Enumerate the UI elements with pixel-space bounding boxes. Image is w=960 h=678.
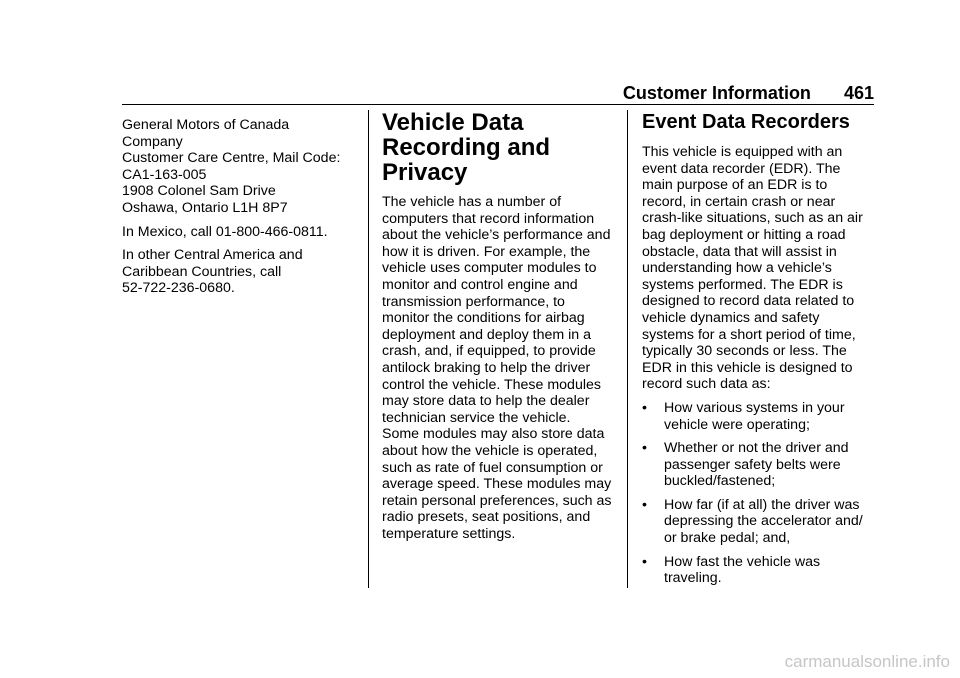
text-line: monitor and control engine and — [382, 276, 578, 293]
text-line: or brake pedal; and, — [664, 530, 791, 547]
text-line: about the vehicle’s performance and — [382, 227, 611, 244]
text-line: This vehicle is equipped with an — [642, 144, 843, 160]
address-line: Customer Care Centre, Mail Code: — [122, 150, 341, 167]
text-line: Whether or not the driver and — [664, 440, 849, 457]
address-line: 1908 Colonel Sam Drive — [122, 183, 276, 200]
address-line: General Motors of Canada — [122, 117, 290, 133]
text-line: Some modules may also store data — [382, 426, 605, 443]
text-line: control the vehicle. These modules — [382, 376, 601, 393]
text-line: bag deployment or hitting a road — [642, 226, 846, 243]
text-line: record such data as: — [642, 376, 771, 393]
column-edr — [642, 110, 878, 594]
text-line: understanding how a vehicle’s — [642, 260, 832, 277]
page-header — [623, 82, 874, 104]
text-line: designed to record data related to — [642, 293, 855, 310]
text-line: obstacle, data that will assist in — [642, 243, 837, 260]
text-line: event data recorder (EDR). The — [642, 160, 841, 177]
column-privacy — [382, 110, 620, 542]
text-line: how it is driven. For example, the — [382, 243, 591, 260]
header-divider — [122, 104, 874, 105]
text-line: antilock braking to help the driver — [382, 359, 591, 376]
text-line: about how the vehicle is operated, — [382, 442, 598, 459]
text-line: computers that record information — [382, 210, 595, 227]
text-line: vehicle were operating; — [664, 416, 810, 433]
text-line: may store data to help the dealer — [382, 393, 590, 410]
text-line: temperature settings. — [382, 525, 516, 542]
bullet-icon: • — [642, 440, 647, 457]
text-line: buckled/fastened; — [664, 473, 776, 490]
text-line: How fast the vehicle was — [664, 553, 821, 570]
text-line: retain personal preferences, such as — [382, 492, 612, 509]
text-line: How far (if at all) the driver was — [664, 496, 860, 513]
list-item — [642, 440, 878, 490]
column-divider — [368, 110, 369, 588]
address-line: Company — [122, 133, 183, 150]
text-line: 52-722-236-0680. — [122, 280, 235, 297]
list-item — [642, 554, 878, 587]
text-line: In other Central America and — [122, 247, 303, 264]
bullet-icon: • — [642, 553, 647, 570]
text-line: The vehicle has a number of — [382, 194, 562, 210]
privacy-heading — [382, 110, 620, 185]
text-line: How various systems in your — [664, 399, 845, 416]
text-line: average speed. These modules may — [382, 476, 612, 493]
column-contact — [122, 110, 358, 304]
list-item — [642, 400, 878, 433]
column-divider — [627, 110, 628, 588]
heading-line: Vehicle Data — [382, 109, 524, 136]
address-line: CA1-163-005 — [122, 166, 207, 183]
list-item — [642, 497, 878, 547]
edr-data-list — [642, 400, 878, 587]
text-line: systems for a short period of time, — [642, 326, 856, 343]
text-line: traveling. — [664, 570, 722, 587]
edr-heading: Event Data Recorders — [642, 111, 850, 133]
text-line: crash-like situations, such as an air — [642, 210, 863, 227]
heading-line: Privacy — [382, 159, 468, 186]
text-line: crash, and, if equipped, to provide — [382, 343, 596, 360]
text-line: typically 30 seconds or less. The — [642, 343, 847, 360]
text-line: transmission performance, to — [382, 293, 565, 310]
watermark: carmanualsonline.info — [784, 652, 950, 671]
text-line: record, in certain crash or near — [642, 193, 836, 210]
section-title: Customer Information — [622, 83, 811, 103]
text-line: monitor the conditions for airbag — [382, 310, 585, 327]
text-line: depressing the accelerator and/ — [664, 513, 863, 530]
page-number: 461 — [843, 83, 874, 103]
text-line: deployment and deploy them in a — [382, 326, 592, 343]
bullet-icon: • — [642, 399, 647, 416]
text-line: vehicle dynamics and safety — [642, 309, 820, 326]
privacy-paragraph — [382, 194, 620, 542]
text-line: main purpose of an EDR is to — [642, 177, 828, 194]
text-line: vehicle uses computer modules to — [382, 260, 597, 277]
text-line: systems performed. The EDR is — [642, 276, 843, 293]
text-line: passenger safety belts were — [664, 456, 841, 473]
address-line: Oshawa, Ontario L1H 8P7 — [122, 199, 288, 216]
heading-line: Recording and — [382, 134, 551, 161]
text-line: Caribbean Countries, call — [122, 263, 282, 280]
text-line: radio presets, seat positions, and — [382, 509, 591, 526]
mexico-phone: In Mexico, call 01-800-466-0811. — [122, 223, 328, 240]
text-line: technician service the vehicle. — [382, 409, 571, 426]
text-line: such as rate of fuel consumption or — [382, 459, 603, 476]
text-line: EDR in this vehicle is designed to — [642, 359, 853, 376]
bullet-icon: • — [642, 496, 647, 513]
